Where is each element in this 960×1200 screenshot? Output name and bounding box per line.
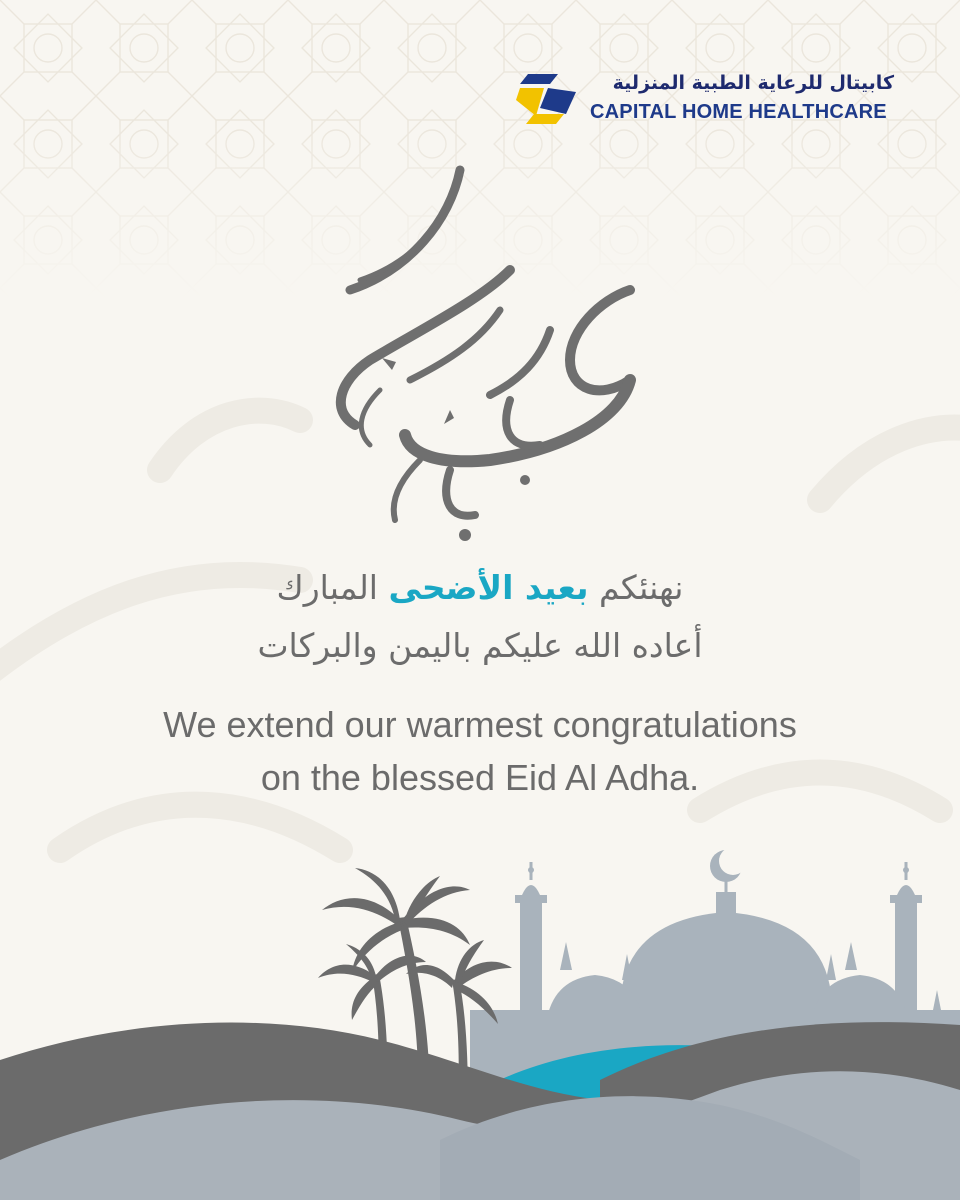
greeting-ar-post: المبارك — [276, 568, 378, 607]
arabic-greeting-line1 — [0, 568, 960, 607]
capital-logo-mark-icon — [514, 70, 578, 126]
mosque-landscape-illustration — [0, 840, 960, 1200]
eid-mubarak-calligraphy — [300, 160, 660, 550]
crescent-moon-icon — [710, 847, 747, 894]
brand-name-arabic: كابيتال للرعاية الطبية المنزلية — [612, 72, 894, 94]
arabic-greeting-line2: أعاده الله عليكم باليمن والبركات — [257, 626, 703, 665]
english-greeting-line2: on the blessed Eid Al Adha. — [260, 757, 700, 798]
english-greeting-line1: We extend our warmest congratulations — [163, 704, 797, 745]
greeting-ar-pre: نهنئكم — [598, 568, 684, 607]
greeting-ar-accent: بعيد الأضحى — [388, 568, 589, 607]
brand-name-english: CAPITAL HOME HEALTHCARE — [590, 101, 887, 123]
brand-logo — [514, 70, 894, 130]
